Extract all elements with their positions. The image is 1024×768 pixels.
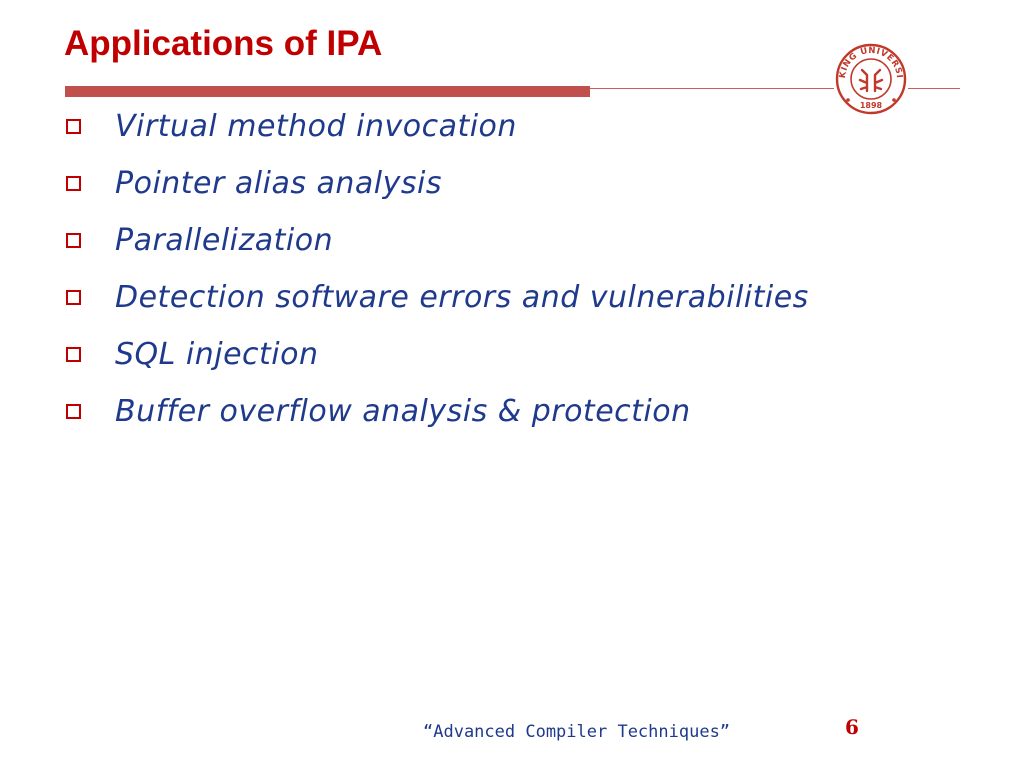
bullet-box-icon <box>66 233 81 248</box>
bullet-item <box>66 383 809 440</box>
university-seal-logo <box>834 42 908 116</box>
bullet-text: Buffer overflow analysis & protection <box>115 394 691 429</box>
bullet-text: Pointer alias analysis <box>115 166 442 201</box>
bullet-text: Detection software errors and vulnerabilities <box>115 280 809 315</box>
bullet-box-icon <box>66 347 81 362</box>
page-number: 6 <box>845 715 859 739</box>
bullet-item <box>66 269 809 326</box>
svg-text:1898: 1898 <box>859 101 883 110</box>
bullet-item <box>66 326 809 383</box>
bullet-box-icon <box>66 119 81 134</box>
footer-course-title: “Advanced Compiler Techniques” <box>423 722 731 742</box>
bullet-box-icon <box>66 290 81 305</box>
bullet-box-icon <box>66 176 81 191</box>
title-underline-bar <box>65 86 590 97</box>
seal-icon <box>834 42 908 116</box>
bullet-box-icon <box>66 404 81 419</box>
bullet-item <box>66 98 809 155</box>
slide-title: Applications of IPA <box>64 24 383 63</box>
svg-text:PEKING UNIVERSITY: KING UNIVERSI <box>837 45 905 79</box>
bullet-item <box>66 212 809 269</box>
bullet-text: SQL injection <box>115 337 319 372</box>
bullet-text: Virtual method invocation <box>115 109 517 144</box>
bullet-item <box>66 155 809 212</box>
bullet-text: Parallelization <box>115 223 334 258</box>
bullet-list <box>66 98 809 440</box>
